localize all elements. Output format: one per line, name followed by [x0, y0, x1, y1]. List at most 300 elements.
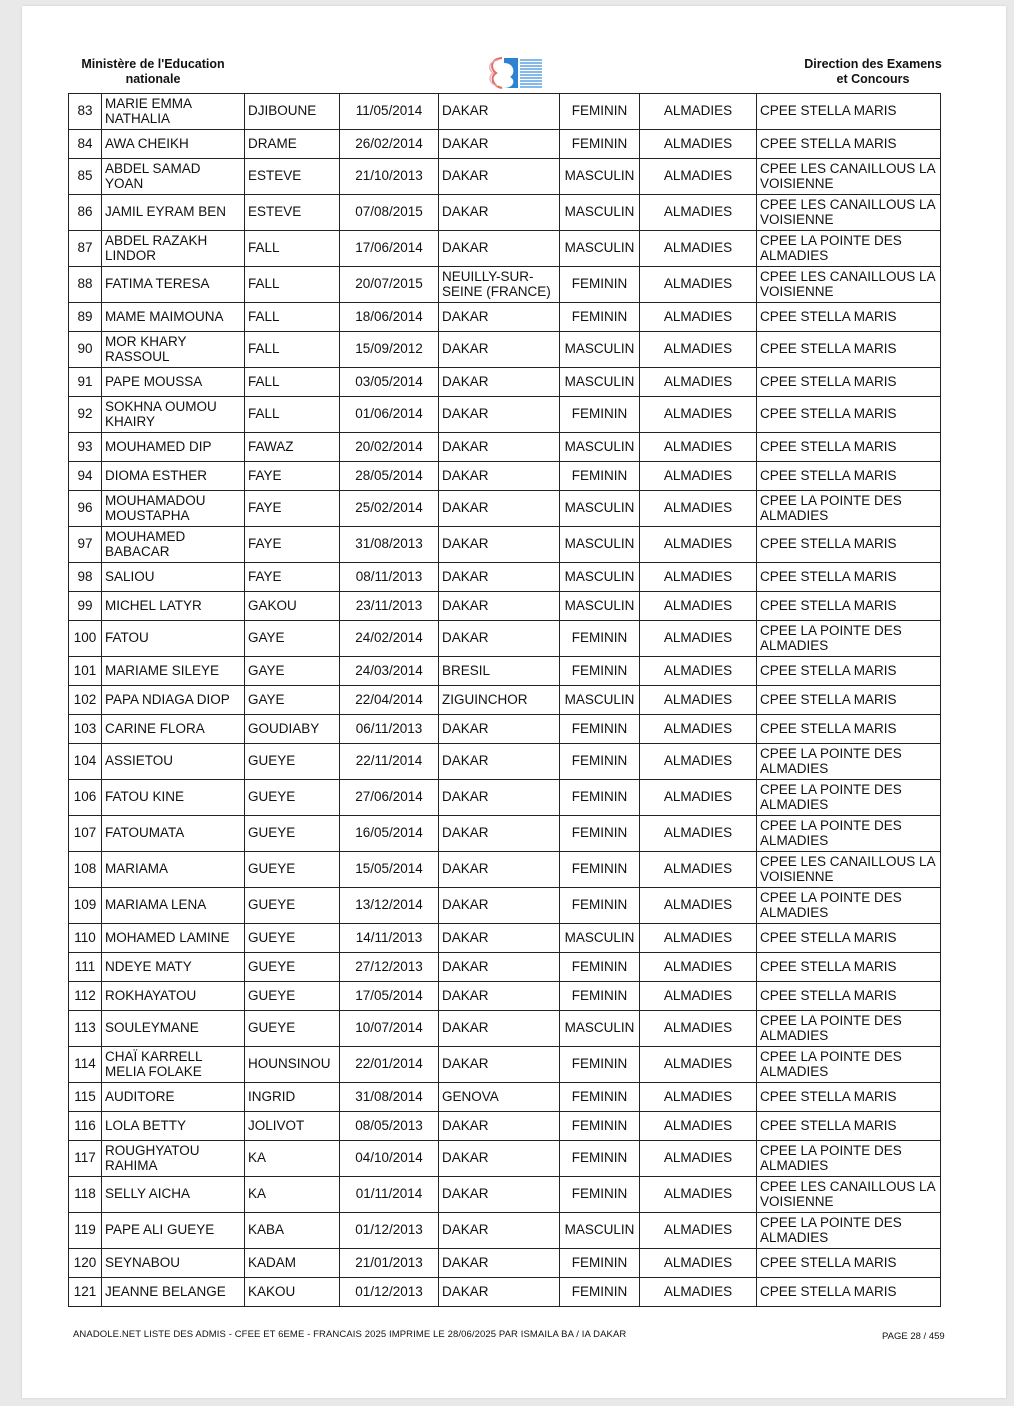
cell-center: ALMADIES [640, 852, 757, 888]
table-row [69, 621, 941, 657]
cell-birth-date: 01/11/2014 [340, 1177, 439, 1213]
cell-birth-place: DAKAR [439, 195, 560, 231]
ministry-header [68, 57, 238, 87]
cell-birth-place: DAKAR [439, 816, 560, 852]
cell-number: 90 [69, 332, 102, 368]
cell-birth-place: DAKAR [439, 780, 560, 816]
cell-school: CPEE LA POINTE DES ALMADIES [757, 1213, 941, 1249]
cell-last-name: FAYE [245, 527, 340, 563]
cell-last-name: GUEYE [245, 852, 340, 888]
cell-center: ALMADIES [640, 1047, 757, 1083]
cell-school: CPEE LES CANAILLOUS LA VOISIENNE [757, 267, 941, 303]
cell-school: CPEE STELLA MARIS [757, 130, 941, 159]
cell-birth-date: 26/02/2014 [340, 130, 439, 159]
cell-birth-date: 03/05/2014 [340, 368, 439, 397]
cell-number: 108 [69, 852, 102, 888]
cell-sex: FEMININ [560, 303, 640, 332]
cell-birth-place: DAKAR [439, 527, 560, 563]
cell-center: ALMADIES [640, 303, 757, 332]
cell-center: ALMADIES [640, 1249, 757, 1278]
cell-sex: FEMININ [560, 715, 640, 744]
cell-school: CPEE STELLA MARIS [757, 462, 941, 491]
cell-last-name: GUEYE [245, 744, 340, 780]
cell-birth-date: 22/04/2014 [340, 686, 439, 715]
cell-birth-place: GENOVA [439, 1083, 560, 1112]
cell-number: 104 [69, 744, 102, 780]
table-row [69, 491, 941, 527]
cell-school: CPEE STELLA MARIS [757, 953, 941, 982]
cell-first-name: ABDEL SAMAD YOAN [102, 159, 245, 195]
table-row [69, 1177, 941, 1213]
cell-birth-place: DAKAR [439, 1141, 560, 1177]
table-row [69, 1278, 941, 1307]
cell-birth-date: 11/05/2014 [340, 94, 439, 130]
cell-center: ALMADIES [640, 592, 757, 621]
cell-last-name: FALL [245, 368, 340, 397]
cell-school: CPEE STELLA MARIS [757, 397, 941, 433]
cell-number: 84 [69, 130, 102, 159]
cell-birth-date: 15/05/2014 [340, 852, 439, 888]
cell-center: ALMADIES [640, 462, 757, 491]
cell-sex: MASCULIN [560, 592, 640, 621]
cell-birth-place: DAKAR [439, 621, 560, 657]
cell-school: CPEE LES CANAILLOUS LA VOISIENNE [757, 1177, 941, 1213]
cell-last-name: HOUNSINOU [245, 1047, 340, 1083]
cell-school: CPEE LA POINTE DES ALMADIES [757, 744, 941, 780]
cell-school: CPEE LA POINTE DES ALMADIES [757, 491, 941, 527]
cell-birth-place: DAKAR [439, 491, 560, 527]
cell-birth-place: BRESIL [439, 657, 560, 686]
cell-center: ALMADIES [640, 397, 757, 433]
cell-first-name: FATIMA TERESA [102, 267, 245, 303]
cell-sex: FEMININ [560, 1112, 640, 1141]
cell-sex: MASCULIN [560, 368, 640, 397]
cell-last-name: ESTEVE [245, 159, 340, 195]
cell-birth-place: DAKAR [439, 130, 560, 159]
cell-first-name: LOLA BETTY [102, 1112, 245, 1141]
cell-school: CPEE STELLA MARIS [757, 563, 941, 592]
cell-center: ALMADIES [640, 1278, 757, 1307]
cell-first-name: CARINE FLORA [102, 715, 245, 744]
table-row [69, 332, 941, 368]
cell-sex: FEMININ [560, 94, 640, 130]
cell-first-name: DIOMA ESTHER [102, 462, 245, 491]
cell-sex: FEMININ [560, 1278, 640, 1307]
cell-center: ALMADIES [640, 780, 757, 816]
cell-number: 119 [69, 1213, 102, 1249]
cell-birth-place: DAKAR [439, 852, 560, 888]
table-row [69, 888, 941, 924]
cell-first-name: ROKHAYATOU [102, 982, 245, 1011]
ministry-line-2: nationale [125, 72, 181, 86]
cell-first-name: FATOU KINE [102, 780, 245, 816]
cell-last-name: KA [245, 1177, 340, 1213]
cell-sex: FEMININ [560, 657, 640, 686]
cell-last-name: DRAME [245, 130, 340, 159]
cell-last-name: GAYE [245, 657, 340, 686]
cell-number: 107 [69, 816, 102, 852]
cell-school: CPEE STELLA MARIS [757, 592, 941, 621]
cell-last-name: JOLIVOT [245, 1112, 340, 1141]
cell-sex: FEMININ [560, 744, 640, 780]
cell-birth-place: DAKAR [439, 1177, 560, 1213]
cell-sex: FEMININ [560, 1141, 640, 1177]
table-row [69, 527, 941, 563]
cell-school: CPEE STELLA MARIS [757, 527, 941, 563]
table-row [69, 397, 941, 433]
cell-birth-place: DAKAR [439, 303, 560, 332]
cell-first-name: PAPE MOUSSA [102, 368, 245, 397]
cell-last-name: FALL [245, 397, 340, 433]
cell-school: CPEE STELLA MARIS [757, 303, 941, 332]
cell-birth-date: 21/01/2013 [340, 1249, 439, 1278]
cell-center: ALMADIES [640, 332, 757, 368]
cell-birth-date: 27/12/2013 [340, 953, 439, 982]
cell-last-name: FAYE [245, 462, 340, 491]
table-row [69, 433, 941, 462]
cell-birth-date: 06/11/2013 [340, 715, 439, 744]
cell-number: 114 [69, 1047, 102, 1083]
cell-sex: FEMININ [560, 780, 640, 816]
cell-school: CPEE STELLA MARIS [757, 433, 941, 462]
cell-sex: MASCULIN [560, 332, 640, 368]
cell-center: ALMADIES [640, 715, 757, 744]
cell-center: ALMADIES [640, 433, 757, 462]
cell-school: CPEE STELLA MARIS [757, 715, 941, 744]
cell-birth-place: DAKAR [439, 368, 560, 397]
cell-sex: MASCULIN [560, 1011, 640, 1047]
cell-school: CPEE STELLA MARIS [757, 1112, 941, 1141]
cell-last-name: FAYE [245, 563, 340, 592]
cell-birth-place: DAKAR [439, 924, 560, 953]
cell-school: CPEE LA POINTE DES ALMADIES [757, 888, 941, 924]
cell-last-name: KAKOU [245, 1278, 340, 1307]
cell-first-name: MARIAME SILEYE [102, 657, 245, 686]
cell-sex: FEMININ [560, 1083, 640, 1112]
cell-number: 89 [69, 303, 102, 332]
admitted-students-table [68, 93, 941, 1307]
table-row [69, 159, 941, 195]
table-row [69, 592, 941, 621]
cell-center: ALMADIES [640, 953, 757, 982]
cell-center: ALMADIES [640, 924, 757, 953]
cell-number: 97 [69, 527, 102, 563]
cell-birth-place: ZIGUINCHOR [439, 686, 560, 715]
document-page [22, 6, 1006, 1398]
cell-sex: FEMININ [560, 267, 640, 303]
page-number: PAGE 28 / 459 [882, 1331, 945, 1342]
cell-birth-date: 15/09/2012 [340, 332, 439, 368]
cell-birth-date: 21/10/2013 [340, 159, 439, 195]
cell-birth-date: 17/05/2014 [340, 982, 439, 1011]
cell-center: ALMADIES [640, 1083, 757, 1112]
table-row [69, 852, 941, 888]
table-row [69, 130, 941, 159]
cell-sex: MASCULIN [560, 159, 640, 195]
cell-birth-date: 31/08/2013 [340, 527, 439, 563]
cell-school: CPEE LA POINTE DES ALMADIES [757, 780, 941, 816]
cell-sex: FEMININ [560, 982, 640, 1011]
cell-school: CPEE LA POINTE DES ALMADIES [757, 1047, 941, 1083]
direction-header [782, 57, 964, 87]
cell-birth-date: 22/11/2014 [340, 744, 439, 780]
cell-birth-date: 13/12/2014 [340, 888, 439, 924]
table-row [69, 303, 941, 332]
cell-school: CPEE LES CANAILLOUS LA VOISIENNE [757, 852, 941, 888]
cell-first-name: ROUGHYATOU RAHIMA [102, 1141, 245, 1177]
cell-school: CPEE LA POINTE DES ALMADIES [757, 1011, 941, 1047]
cell-center: ALMADIES [640, 686, 757, 715]
cell-first-name: MOUHAMED DIP [102, 433, 245, 462]
table-row [69, 715, 941, 744]
cell-center: ALMADIES [640, 1213, 757, 1249]
cell-birth-place: DAKAR [439, 231, 560, 267]
cell-sex: MASCULIN [560, 924, 640, 953]
cell-birth-date: 24/03/2014 [340, 657, 439, 686]
cell-last-name: KADAM [245, 1249, 340, 1278]
cell-number: 83 [69, 94, 102, 130]
cell-number: 121 [69, 1278, 102, 1307]
cell-first-name: SEYNABOU [102, 1249, 245, 1278]
cell-birth-date: 18/06/2014 [340, 303, 439, 332]
cell-last-name: ESTEVE [245, 195, 340, 231]
cell-school: CPEE LES CANAILLOUS LA VOISIENNE [757, 195, 941, 231]
cell-sex: FEMININ [560, 462, 640, 491]
cell-last-name: FALL [245, 267, 340, 303]
cell-center: ALMADIES [640, 195, 757, 231]
cell-school: CPEE STELLA MARIS [757, 332, 941, 368]
cell-center: ALMADIES [640, 491, 757, 527]
cell-sex: FEMININ [560, 1047, 640, 1083]
cell-last-name: DJIBOUNE [245, 94, 340, 130]
table-row [69, 462, 941, 491]
table-row [69, 924, 941, 953]
cell-center: ALMADIES [640, 744, 757, 780]
cell-birth-date: 20/02/2014 [340, 433, 439, 462]
cell-birth-place: DAKAR [439, 1112, 560, 1141]
cell-last-name: FALL [245, 332, 340, 368]
cell-birth-place: DAKAR [439, 1278, 560, 1307]
cell-birth-date: 20/07/2015 [340, 267, 439, 303]
cell-last-name: GUEYE [245, 953, 340, 982]
cell-sex: FEMININ [560, 1249, 640, 1278]
cell-center: ALMADIES [640, 527, 757, 563]
cell-school: CPEE STELLA MARIS [757, 982, 941, 1011]
cell-school: CPEE LA POINTE DES ALMADIES [757, 621, 941, 657]
cell-birth-place: DAKAR [439, 953, 560, 982]
cell-sex: FEMININ [560, 1177, 640, 1213]
cell-last-name: GAKOU [245, 592, 340, 621]
cell-sex: MASCULIN [560, 231, 640, 267]
cell-first-name: MAME MAIMOUNA [102, 303, 245, 332]
cell-first-name: JEANNE BELANGE [102, 1278, 245, 1307]
cell-last-name: GUEYE [245, 1011, 340, 1047]
cell-center: ALMADIES [640, 231, 757, 267]
table-row [69, 953, 941, 982]
cell-last-name: FAWAZ [245, 433, 340, 462]
cell-last-name: GUEYE [245, 816, 340, 852]
cell-sex: MASCULIN [560, 433, 640, 462]
cell-school: CPEE LA POINTE DES ALMADIES [757, 1141, 941, 1177]
cell-birth-place: DAKAR [439, 462, 560, 491]
cell-number: 87 [69, 231, 102, 267]
cell-birth-place: NEUILLY-SUR-SEINE (FRANCE) [439, 267, 560, 303]
cell-sex: FEMININ [560, 953, 640, 982]
cell-school: CPEE STELLA MARIS [757, 94, 941, 130]
cell-last-name: GUEYE [245, 780, 340, 816]
cell-first-name: SOKHNA OUMOU KHAIRY [102, 397, 245, 433]
cell-birth-place: DAKAR [439, 397, 560, 433]
cell-birth-place: DAKAR [439, 982, 560, 1011]
cell-number: 99 [69, 592, 102, 621]
cell-number: 115 [69, 1083, 102, 1112]
cell-first-name: MARIAMA LENA [102, 888, 245, 924]
table-row [69, 1047, 941, 1083]
cell-number: 117 [69, 1141, 102, 1177]
cell-number: 86 [69, 195, 102, 231]
cell-number: 110 [69, 924, 102, 953]
table-row [69, 816, 941, 852]
cell-school: CPEE LES CANAILLOUS LA VOISIENNE [757, 159, 941, 195]
table-row [69, 657, 941, 686]
cell-sex: FEMININ [560, 852, 640, 888]
cell-birth-place: DAKAR [439, 1213, 560, 1249]
cell-center: ALMADIES [640, 368, 757, 397]
cell-sex: MASCULIN [560, 491, 640, 527]
table-row [69, 195, 941, 231]
cell-number: 103 [69, 715, 102, 744]
cell-first-name: SOULEYMANE [102, 1011, 245, 1047]
cell-school: CPEE LA POINTE DES ALMADIES [757, 816, 941, 852]
cell-birth-date: 17/06/2014 [340, 231, 439, 267]
table-row [69, 1213, 941, 1249]
cell-first-name: MOUHAMADOU MOUSTAPHA [102, 491, 245, 527]
cell-first-name: ABDEL RAZAKH LINDOR [102, 231, 245, 267]
cell-center: ALMADIES [640, 1177, 757, 1213]
cell-birth-place: DAKAR [439, 1249, 560, 1278]
cell-number: 113 [69, 1011, 102, 1047]
table-row [69, 780, 941, 816]
cell-number: 118 [69, 1177, 102, 1213]
cell-last-name: FAYE [245, 491, 340, 527]
cell-number: 112 [69, 982, 102, 1011]
cell-first-name: CHAÏ KARRELL MELIA FOLAKE [102, 1047, 245, 1083]
cell-number: 85 [69, 159, 102, 195]
table-row [69, 1112, 941, 1141]
table-row [69, 231, 941, 267]
cell-birth-place: DAKAR [439, 744, 560, 780]
cell-first-name: AWA CHEIKH [102, 130, 245, 159]
cell-first-name: MARIAMA [102, 852, 245, 888]
table-row [69, 368, 941, 397]
direction-line-1: Direction des Examens [804, 57, 942, 71]
cell-birth-place: DAKAR [439, 1047, 560, 1083]
cell-first-name: FATOUMATA [102, 816, 245, 852]
cell-school: CPEE STELLA MARIS [757, 1278, 941, 1307]
cell-first-name: MOHAMED LAMINE [102, 924, 245, 953]
cell-birth-date: 27/06/2014 [340, 780, 439, 816]
cell-school: CPEE STELLA MARIS [757, 1083, 941, 1112]
table-row [69, 1011, 941, 1047]
cell-center: ALMADIES [640, 888, 757, 924]
cell-first-name: PAPA NDIAGA DIOP [102, 686, 245, 715]
cell-last-name: INGRID [245, 1083, 340, 1112]
cell-birth-place: DAKAR [439, 715, 560, 744]
cell-last-name: FALL [245, 303, 340, 332]
cell-birth-date: 08/11/2013 [340, 563, 439, 592]
cell-sex: FEMININ [560, 130, 640, 159]
cell-center: ALMADIES [640, 1141, 757, 1177]
table-row [69, 982, 941, 1011]
cell-first-name: FATOU [102, 621, 245, 657]
cell-birth-date: 23/11/2013 [340, 592, 439, 621]
cell-number: 101 [69, 657, 102, 686]
direction-line-2: et Concours [836, 72, 910, 86]
cell-birth-date: 22/01/2014 [340, 1047, 439, 1083]
cell-birth-date: 01/06/2014 [340, 397, 439, 433]
cell-sex: FEMININ [560, 816, 640, 852]
cell-number: 102 [69, 686, 102, 715]
cell-birth-date: 01/12/2013 [340, 1213, 439, 1249]
cell-birth-date: 10/07/2014 [340, 1011, 439, 1047]
cell-sex: MASCULIN [560, 527, 640, 563]
cell-first-name: SELLY AICHA [102, 1177, 245, 1213]
cell-last-name: KA [245, 1141, 340, 1177]
table-row [69, 1249, 941, 1278]
cell-school: CPEE STELLA MARIS [757, 686, 941, 715]
cell-birth-date: 08/05/2013 [340, 1112, 439, 1141]
cell-number: 120 [69, 1249, 102, 1278]
cell-center: ALMADIES [640, 982, 757, 1011]
cell-center: ALMADIES [640, 621, 757, 657]
footer-print-info: ANADOLE.NET LISTE DES ADMIS - CFEE ET 6EME - FRANCAIS 2025 IMPRIME LE 28/06/2025 PAR ISMAILA BA / IA DAKAR [73, 1329, 627, 1340]
cell-birth-place: DAKAR [439, 159, 560, 195]
cell-sex: MASCULIN [560, 1213, 640, 1249]
cell-number: 109 [69, 888, 102, 924]
cell-last-name: GAYE [245, 621, 340, 657]
cell-sex: MASCULIN [560, 195, 640, 231]
cell-first-name: MOR KHARY RASSOUL [102, 332, 245, 368]
cell-birth-place: DAKAR [439, 888, 560, 924]
cell-sex: FEMININ [560, 621, 640, 657]
cell-first-name: MOUHAMED BABACAR [102, 527, 245, 563]
cell-number: 96 [69, 491, 102, 527]
cell-birth-date: 04/10/2014 [340, 1141, 439, 1177]
cell-birth-place: DAKAR [439, 1011, 560, 1047]
cell-sex: MASCULIN [560, 686, 640, 715]
table-row [69, 686, 941, 715]
cell-birth-date: 31/08/2014 [340, 1083, 439, 1112]
cell-first-name: PAPE ALI GUEYE [102, 1213, 245, 1249]
cell-center: ALMADIES [640, 1112, 757, 1141]
cell-number: 116 [69, 1112, 102, 1141]
cell-first-name: MARIE EMMA NATHALIA [102, 94, 245, 130]
cell-school: CPEE STELLA MARIS [757, 657, 941, 686]
cell-center: ALMADIES [640, 130, 757, 159]
cell-first-name: SALIOU [102, 563, 245, 592]
cell-last-name: GOUDIABY [245, 715, 340, 744]
cell-first-name: NDEYE MATY [102, 953, 245, 982]
cell-first-name: MICHEL LATYR [102, 592, 245, 621]
cell-number: 111 [69, 953, 102, 982]
cell-school: CPEE LA POINTE DES ALMADIES [757, 231, 941, 267]
cell-birth-date: 16/05/2014 [340, 816, 439, 852]
cell-birth-date: 14/11/2013 [340, 924, 439, 953]
ministry-logo-icon [474, 55, 544, 91]
cell-center: ALMADIES [640, 267, 757, 303]
cell-center: ALMADIES [640, 94, 757, 130]
cell-last-name: GUEYE [245, 982, 340, 1011]
